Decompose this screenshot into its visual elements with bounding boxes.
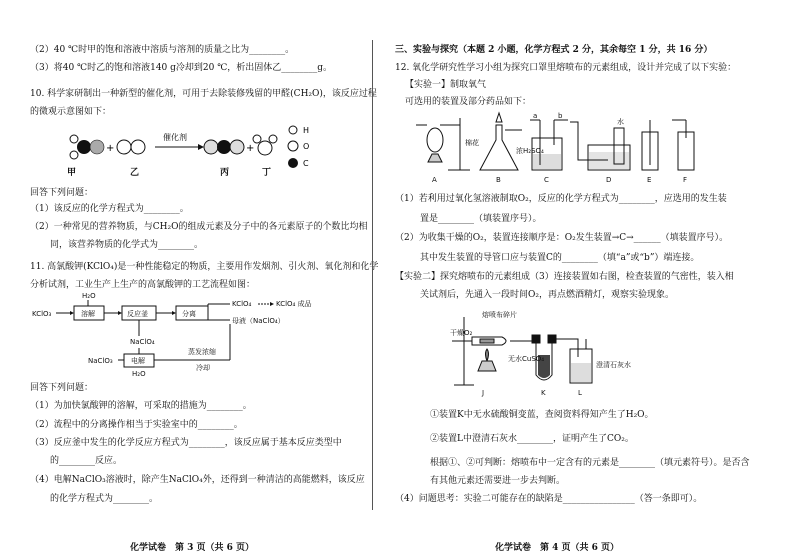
- atom-o: [90, 140, 104, 154]
- q10-stem: 10. 科学家研制出一种新型的催化剂，可用于去除装修残留的甲醛(CH₂O)，该反应过程: [30, 89, 377, 99]
- q11-sub3: （3）反应釜中发生的化学反应方程式为________，该反应属于基本反应类型中: [30, 438, 342, 448]
- q11-sub1: （1）为加快氯酸钾的溶解，可采取的措施为________。: [30, 401, 252, 411]
- atom-o: [258, 141, 272, 155]
- q11-sub4-cont: 的化学方程式为________。: [50, 494, 159, 504]
- q10-stem-2: 的微观示意图如下：: [30, 107, 112, 117]
- flow-cool: 冷却: [196, 364, 210, 372]
- q12-sub2-cont: 其中发生装置的导管口应与装置C的________（填“a”或“b”）端连接。: [420, 253, 700, 263]
- flow-naclo3: NaClO₃: [88, 357, 113, 365]
- plus-sign: +: [106, 143, 115, 154]
- flow-product: KClO₄ 成品: [276, 300, 312, 308]
- label-cuso4: 无水CuSO₄: [508, 355, 545, 363]
- apparatus-f: F: [683, 176, 688, 184]
- label-a: a: [533, 112, 538, 120]
- label-cloth: 熔喷布碎片: [482, 311, 517, 319]
- atom-o: [230, 140, 244, 154]
- q10-sub1: （1）该反应的化学方程式为________。: [30, 204, 189, 214]
- exp1-heading: 【实验一】制取氧气: [405, 80, 487, 90]
- label-limewater: 澄清石灰水: [596, 361, 631, 369]
- apparatus-a-to-f: [410, 110, 710, 185]
- q12-obs2: ②装置L中澄清石灰水________，证明产生了CO₂。: [430, 434, 634, 444]
- q10-answer-prompt: 回答下列问题：: [30, 188, 94, 198]
- atom-o: [204, 140, 218, 154]
- exp2-heading-cont: 关试剂后，先通入一段时间O₂，再点燃酒精灯，观察实验现象。: [420, 290, 674, 300]
- legend-o: O: [303, 142, 310, 151]
- apparatus-d: D: [606, 176, 612, 184]
- q10-sub2: （2）一种常见的营养物质，与CH₂O的组成元素及分子中的各元素原子的个数比均相: [30, 222, 368, 232]
- q12-sub3-cont: 有其他元素还需要进一步去判断。: [430, 476, 566, 486]
- flow-reactor: 反应釜: [127, 310, 148, 318]
- atom-h: [70, 151, 78, 159]
- atom-c: [77, 140, 91, 154]
- apparatus-j: J: [482, 389, 485, 397]
- apparatus-e: E: [647, 176, 652, 184]
- label-h2so4: 浓H₂SO₄: [516, 147, 544, 155]
- column-divider: [372, 40, 373, 510]
- label-b: b: [558, 112, 563, 120]
- plus-sign: +: [246, 143, 255, 154]
- section-heading: 三、实验与探究（本题 2 小题，化学方程式 2 分，其余每空 1 分，共 16 分）: [395, 45, 713, 55]
- atom-o: [131, 140, 145, 154]
- q12-sub4: （4）问题思考：实验二可能存在的缺陷是________________（答一条即可）。: [395, 494, 703, 504]
- q11-sub2: （2）流程中的分离操作相当于实验室中的________。: [30, 420, 243, 430]
- q11-answer-prompt: 回答下列问题：: [30, 383, 94, 393]
- q9-sub3: （3）将40 ℃时乙的饱和溶液140 g冷却到20 ℃，析出固体乙________g。: [30, 63, 333, 73]
- q12-sub2: （2）为收集干燥的O₂，装置连接顺序是：O₂发生装置→C→______（填装置序号）。: [395, 233, 729, 243]
- legend-c-icon: [288, 158, 298, 168]
- apparatus-c: C: [544, 176, 549, 184]
- q10-sub2-cont: 同，该营养物质的化学式为________。: [50, 240, 204, 250]
- q11-stem-2: 分析试剂，工业生产上生产的高氯酸钾的工艺流程如图：: [30, 280, 256, 290]
- flow-h2o-bottom: H₂O: [132, 370, 146, 377]
- legend-c: C: [303, 159, 309, 168]
- label-bing: 丙: [220, 168, 230, 178]
- flow-mother: 母液（NaClO₄）: [232, 317, 285, 325]
- flow-h2o-top: H₂O: [82, 292, 96, 300]
- flow-naclo4: NaClO₄: [130, 338, 155, 346]
- arrow-head: [198, 144, 204, 150]
- page-footer-right: 化学试卷 第 4 页（共 6 页）: [495, 543, 620, 553]
- label-water: 水: [617, 118, 624, 126]
- exp2-heading: 【实验二】探究熔喷布的元素组成（3）连接装置如右图，检查装置的气密性，装入相: [395, 272, 734, 282]
- q11-stem: 11. 高氯酸钾(KClO₄)是一种性能稳定的物质，主要用作发烟剂、引火剂、氧化剂和化学: [30, 262, 379, 272]
- legend-h: H: [303, 126, 310, 135]
- apparatus-k: K: [541, 389, 546, 397]
- flow-evaporate: 蒸发浓缩: [188, 348, 216, 356]
- q12-sub1-cont: 置是________（填装置序号）。: [420, 214, 542, 224]
- atom-c: [217, 140, 231, 154]
- apparatus-l: L: [578, 389, 582, 397]
- label-yi: 乙: [130, 168, 140, 178]
- flow-kclo4: KClO₄: [232, 300, 252, 308]
- page-footer-left: 化学试卷 第 3 页（共 6 页）: [130, 543, 255, 553]
- q11-sub4: （4）电解NaClO₃溶液时，除产生NaClO₄外，还得到一种清洁的高能燃料，该反应: [30, 475, 365, 485]
- label-cotton: 棉花: [465, 139, 479, 147]
- apparatus-j-k-l: [450, 305, 680, 397]
- flow-dissolve: 溶解: [81, 310, 95, 318]
- q12-obs1: ①装置K中无水硫酸铜变蓝，查阅资料得知产生了H₂O。: [430, 410, 654, 420]
- atom-h: [253, 135, 261, 143]
- catalyst-label: 催化剂: [163, 133, 187, 142]
- q12-sub3: 根据①、②可判断：熔喷布中一定含有的元素是________（填元素符号）。是否含: [430, 458, 750, 468]
- label-dry-o2: 干燥O₂: [450, 329, 473, 337]
- flow-separate: 分离: [182, 310, 196, 318]
- exp1-intro: 可选用的装置及部分药品如下：: [405, 97, 532, 107]
- atom-h: [269, 135, 277, 143]
- flow-kclo3: KClO₃: [32, 310, 52, 318]
- legend-h-icon: [289, 126, 297, 134]
- label-jia: 甲: [67, 168, 77, 178]
- q11-sub3-cont: 的________反应。: [50, 456, 123, 466]
- q12-sub1: （1）若利用过氧化氢溶液制取O₂，反应的化学方程式为________，应选用的发生装: [395, 194, 727, 204]
- flow-electrolysis: 电解: [131, 357, 145, 365]
- process-flowchart: [30, 292, 330, 377]
- atom-o: [117, 140, 131, 154]
- atom-h: [70, 135, 78, 143]
- q12-stem: 12. 氧化学研究性学习小组为探究口罩里熔喷布的元素组成，设计并完成了以下实验：: [395, 63, 737, 73]
- apparatus-a: A: [432, 176, 437, 184]
- reaction-micro-diagram: [60, 122, 330, 177]
- apparatus-b: B: [496, 176, 501, 184]
- legend-o-icon: [288, 141, 298, 151]
- label-ding: 丁: [262, 168, 272, 178]
- q9-sub2: （2）40 ℃时甲的饱和溶液中溶质与溶剂的质量之比为________。: [30, 45, 295, 55]
